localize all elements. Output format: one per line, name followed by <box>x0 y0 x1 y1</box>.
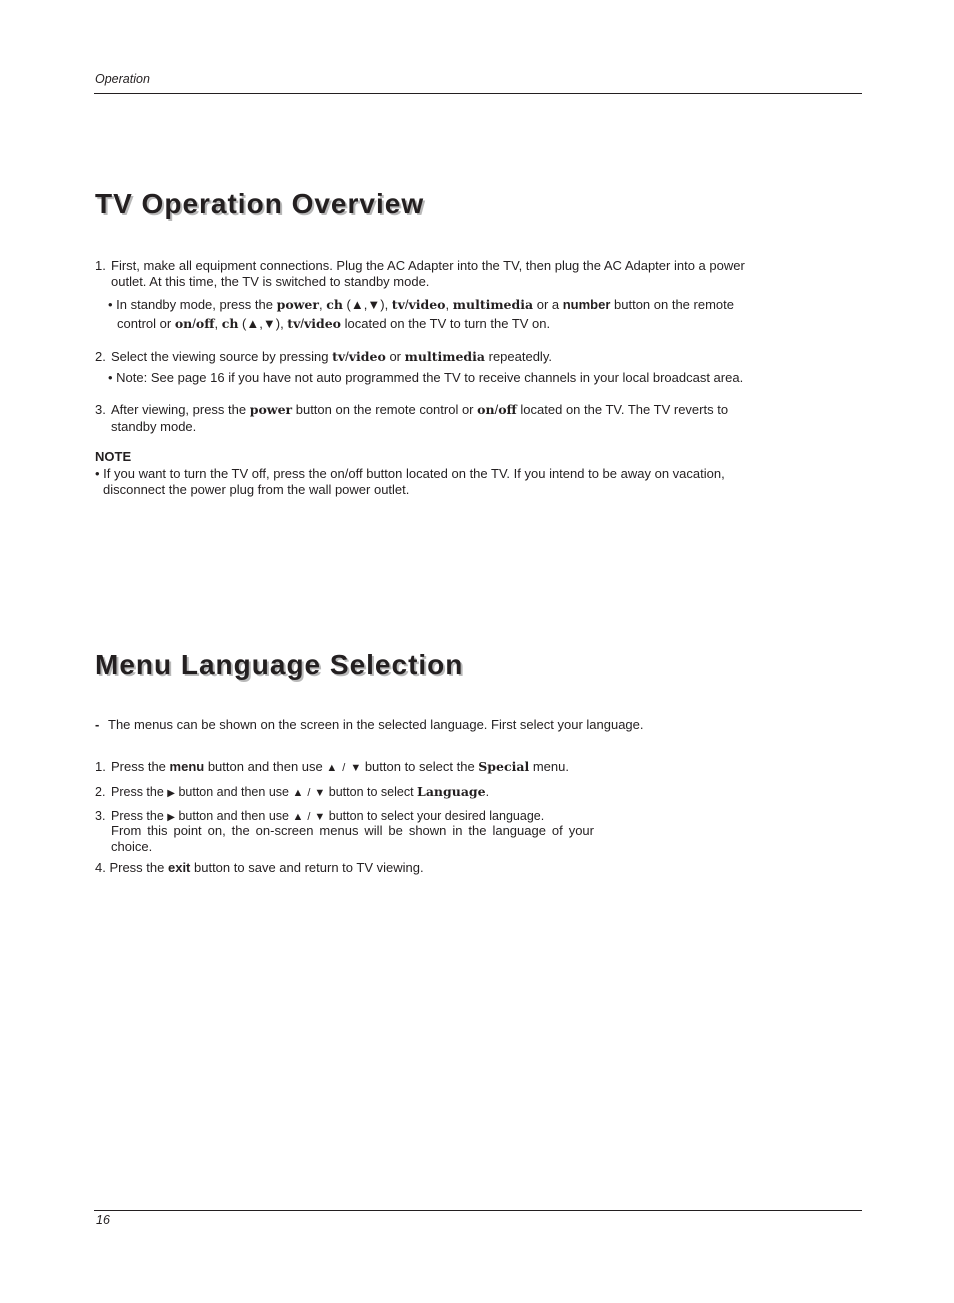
down-arrow-icon: ▼ <box>314 787 326 799</box>
up-down-arrows-icon: ▲,▼ <box>246 316 276 331</box>
down-arrow-icon: ▼ <box>314 811 326 823</box>
right-arrow-icon: ▶ <box>167 812 175 823</box>
page-number: 16 <box>96 1213 110 1227</box>
section-title-tv-operation: TV Operation Overview <box>95 188 425 219</box>
language-intro: The menus can be shown on the screen in the selected language. First select your language. <box>108 717 644 732</box>
lang-step-4-text: 4. Press the exit button to save and return to TV viewing. <box>95 860 424 875</box>
slash-separator: / <box>342 762 346 774</box>
slash-separator: / <box>307 811 311 823</box>
lang-step-2-number: 2. <box>95 785 106 799</box>
lang-step-1-text: Press the menu button and then use ▲ / ▼ button to select the Special menu. <box>111 759 569 774</box>
note-line-1: • If you want to turn the TV off, press the on/off button located on the TV. If you intend to be away on vacation, <box>95 466 725 481</box>
running-header: Operation <box>95 72 150 86</box>
up-arrow-icon: ▲ <box>292 811 304 823</box>
step-3-line-2: standby mode. <box>111 419 197 434</box>
standby-bullet-line-2: control or on/off, ch (▲,▼), tv/video located on the TV to turn the TV on. <box>117 316 551 331</box>
up-down-arrows-icon: ▲,▼ <box>350 297 381 312</box>
header-rule <box>94 93 862 94</box>
down-arrow-icon: ▼ <box>350 762 362 774</box>
up-arrow-icon: ▲ <box>292 787 304 799</box>
lang-step-3-number: 3. <box>95 809 106 823</box>
lang-step-1-number: 1. <box>95 759 106 774</box>
note-line-2: disconnect the power plug from the wall power outlet. <box>103 482 410 497</box>
up-arrow-icon: ▲ <box>326 762 338 774</box>
lang-step-2-text: Press the ▶ button and then use ▲ / ▼ button to select Language. <box>111 784 489 802</box>
step-2-number: 2. <box>95 349 106 364</box>
step-1-line-1: First, make all equipment connections. Plug the AC Adapter into the TV, then plug the AC Adapter into a power <box>111 258 745 273</box>
section-title-menu-language: Menu Language Selection <box>95 649 464 680</box>
step-3-line-1: After viewing, press the power button on the remote control or on/off located on the TV. The TV reverts to <box>111 402 729 417</box>
intro-dash: - <box>95 717 100 732</box>
lang-step-3-line-1: Press the ▶ button and then use ▲ / ▼ button to select your desired language. <box>111 808 544 826</box>
note-heading: NOTE <box>95 449 132 464</box>
right-arrow-icon: ▶ <box>167 788 175 799</box>
slash-separator: / <box>307 787 311 799</box>
lang-step-3-line-3: choice. <box>111 839 153 854</box>
standby-bullet-line-1: • In standby mode, press the power, ch (▲,▼), tv/video, multimedia or a number button on the remote <box>108 297 734 312</box>
step-3-number: 3. <box>95 402 106 417</box>
step-2-note: • Note: See page 16 if you have not auto programmed the TV to receive channels in your local broadcast area. <box>108 370 744 385</box>
step-1-line-2: outlet. At this time, the TV is switched to standby mode. <box>111 274 430 289</box>
step-2-line-1: Select the viewing source by pressing tv/video or multimedia repeatedly. <box>111 349 552 364</box>
footer-rule <box>94 1210 862 1211</box>
lang-step-3-line-2: From this point on, the on-screen menus will be shown in the language of your <box>111 823 594 838</box>
step-1-number: 1. <box>95 258 106 273</box>
